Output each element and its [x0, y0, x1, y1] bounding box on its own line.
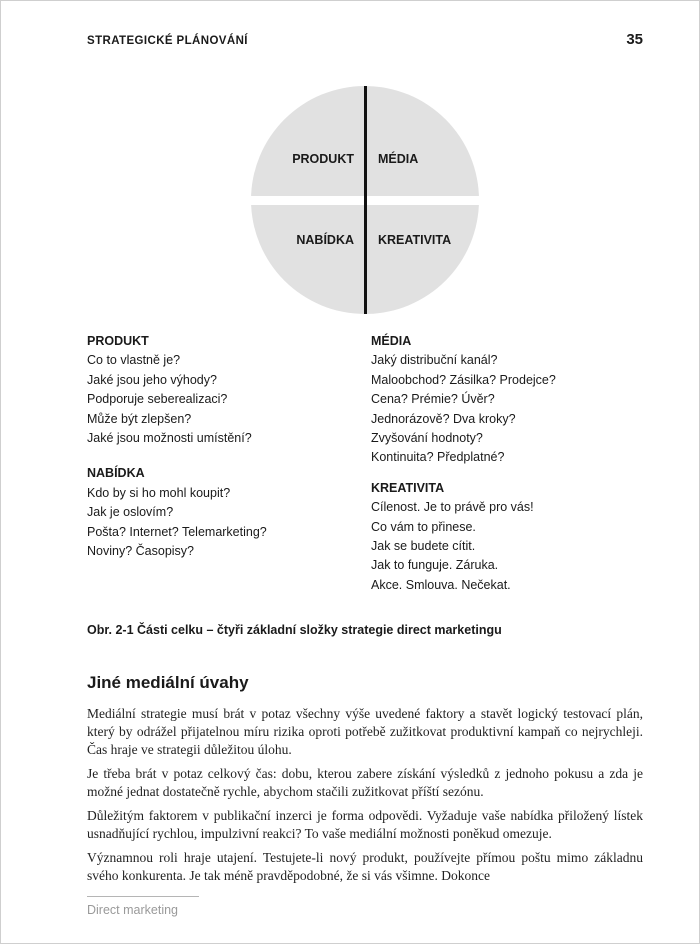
list-item: Maloobchod? Zásilka? Prodejce? — [371, 372, 556, 387]
list-block-produkt — [87, 332, 371, 448]
quadrant-label-produkt: PRODUKT — [292, 152, 354, 166]
quadrant-label-nabidka: NABÍDKA — [296, 233, 354, 247]
list-item: Noviny? Časopisy? — [87, 544, 194, 559]
list-item: Co to vlastně je? — [87, 353, 181, 368]
body-text — [87, 705, 643, 885]
list-block-nabidka — [87, 464, 371, 561]
list-item: Cílenost. Je to právě pro vás! — [371, 500, 534, 515]
circle-diagram — [251, 86, 479, 314]
footer-label: Direct marketing — [87, 903, 178, 917]
running-title: STRATEGICKÉ PLÁNOVÁNÍ — [87, 35, 248, 47]
figure-caption: Obr. 2-1 Části celku – čtyři základní složky strategie direct marketingu — [87, 623, 502, 638]
list-item: Může být zlepšen? — [87, 411, 192, 426]
page-header — [87, 31, 643, 48]
list-block-media — [371, 332, 643, 468]
quadrant-label-media: MÉDIA — [378, 152, 419, 166]
list-item: Jak se budete cítit. — [371, 539, 476, 554]
list-heading: MÉDIA — [371, 334, 412, 348]
list-item: Zvyšování hodnoty? — [371, 431, 483, 446]
list-block-kreativita — [371, 479, 643, 595]
section-heading: Jiné mediální úvahy — [87, 673, 249, 693]
list-item: Jak je oslovím? — [87, 505, 174, 520]
list-item: Co vám to přinese. — [371, 519, 476, 534]
list-item: Jaké jsou možnosti umístění? — [87, 431, 252, 446]
body-paragraph: Významnou roli hraje utajení. Testujete-li nový produkt, používejte přímou poštu mimo základnu svého konkurenta. Je tak méně pravděpodobné, že si vás všimne. Dokonce — [87, 850, 643, 884]
list-item: Podporuje seberealizaci? — [87, 392, 228, 407]
list-item: Jednorázově? Dva kroky? — [371, 411, 516, 426]
quadrant-label-kreativita: KREATIVITA — [378, 233, 452, 247]
diagram-wrap — [87, 86, 643, 314]
list-item: Jaké jsou jeho výhody? — [87, 372, 217, 387]
list-heading: PRODUKT — [87, 334, 149, 348]
lists-left-column — [87, 332, 371, 595]
diagram-vertical-divider — [364, 86, 367, 314]
list-item: Cena? Prémie? Úvěr? — [371, 392, 495, 407]
body-paragraph: Je třeba brát v potaz celkový čas: dobu, kterou zabere získání výsledků z jednoho pokusu a zda je možné jednat dostatečně rychle, abychom stačili zužitkovat příští sezónu. — [87, 766, 643, 800]
list-heading: NABÍDKA — [87, 466, 145, 481]
list-item: Akce. Smlouva. Nečekat. — [371, 577, 511, 592]
question-lists — [87, 332, 643, 595]
list-item: Jak to funguje. Záruka. — [371, 558, 499, 573]
list-heading: KREATIVITA — [371, 480, 445, 495]
body-paragraph: Důležitým faktorem v publikační inzerci je forma odpovědi. Vyžaduje vaše nabídka přiložený lístek usnadňující rychlou, impulzivní reakci? To vaše mediální možnosti poněkud omezuje. — [87, 808, 643, 842]
lists-right-column — [371, 332, 643, 595]
list-item: Kdo by si ho mohl koupit? — [87, 485, 231, 500]
body-paragraph: Mediální strategie musí brát v potaz všechny výše uvedené faktory a stavět logický testovací plán, který by odrážel přijatelnou míru rizika oproti potřebě zužitkovat produktivní kampaň co nejrychleji. Čas hraje ve strategii důležitou úlohu. — [87, 706, 643, 758]
list-item: Pošta? Internet? Telemarketing? — [87, 524, 267, 539]
list-item: Jaký distribuční kanál? — [371, 353, 498, 368]
page-footer — [87, 896, 199, 919]
list-item: Kontinuita? Předplatné? — [371, 450, 505, 465]
page-number: 35 — [626, 31, 643, 48]
